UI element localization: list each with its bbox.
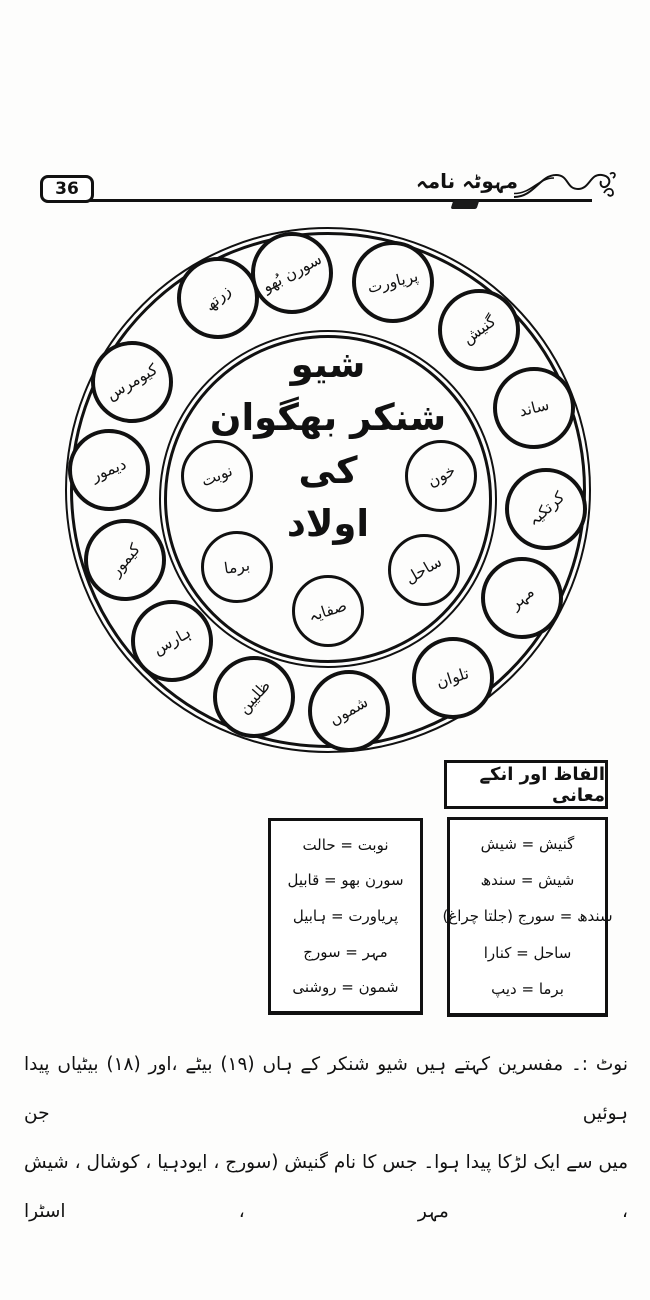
glossary-entry: سندھ = سورج (جلتا چراغ) <box>442 907 613 926</box>
outer-node-label: دیمور <box>89 454 129 486</box>
outer-node <box>308 670 390 752</box>
inner-node <box>405 440 477 512</box>
inner-node-label: ساحل <box>402 552 446 588</box>
outer-node-label: ساند <box>517 395 551 421</box>
inner-node-label: برما <box>222 556 252 578</box>
outer-node <box>481 557 563 639</box>
outer-node-label: کیمور <box>106 540 144 580</box>
outer-node-label: مہر <box>506 582 538 614</box>
title-stamp-icon <box>451 200 480 209</box>
outer-node <box>412 637 494 719</box>
outer-node <box>177 257 259 339</box>
inner-node-label: نوبت <box>198 461 236 491</box>
inner-node <box>181 440 253 512</box>
glossary-entry: شیش = سندھ <box>480 871 575 890</box>
glossary-box-left <box>268 818 423 1015</box>
outer-node <box>84 519 166 601</box>
outer-node <box>131 600 213 682</box>
glossary-entry: گنیش = شیش <box>480 835 575 854</box>
outer-node-label: شموں <box>326 692 372 730</box>
footnote <box>24 1040 628 1236</box>
glossary-heading: الفاظ اور انکے معانی <box>444 760 608 809</box>
footnote-line-2: میں سے ایک لڑکا پیدا ہوا۔ جس کا نام گنیش (سورج ، ایودہیا ، کوشال ، شیش ، مہر ، اسٹرا <box>24 1152 628 1222</box>
center-title-line: شنکر بھگوان <box>209 396 447 439</box>
page-number: 36 <box>40 175 94 203</box>
footnote-line-1: نوٹ :۔ مفسرین کہتے ہیں شیو شنکر کے ہاں (۱۹) بیٹے ،اور (۱۸) بیٹیاں پیدا ہوئیں جن <box>24 1054 628 1124</box>
outer-node <box>493 367 575 449</box>
glossary-entry: سورن بھو = قابیل <box>287 871 404 890</box>
outer-node-label: زرتھ <box>201 281 235 315</box>
outer-node-label: کرتکیہ <box>524 488 568 530</box>
center-title-line: کی <box>298 449 358 492</box>
inner-node <box>388 534 460 606</box>
outer-node-label: پریاورت <box>365 267 421 297</box>
inner-node <box>292 575 364 647</box>
glossary-entry: پریاورت = ہابیل <box>292 906 399 925</box>
outer-node <box>505 468 587 550</box>
glossary-entry: ساحل = کنارا <box>483 943 572 962</box>
glossary-entry: نوبت = حالت <box>302 835 389 854</box>
outer-node <box>91 341 173 423</box>
outer-node-label: تلوان <box>434 664 472 692</box>
inner-node <box>201 531 273 603</box>
inner-node-label: خون <box>423 461 459 491</box>
outer-node-label: ظلیین <box>234 676 274 718</box>
outer-node <box>213 656 295 738</box>
inner-node-label: صفایہ <box>306 596 350 626</box>
glossary-entry: مہر = سورج <box>303 942 388 961</box>
glossary-box-right <box>442 817 613 1017</box>
book-title: مہوٹہ نامہ <box>416 169 518 193</box>
outer-node <box>352 241 434 323</box>
calligraphic-swirl-icon <box>512 166 618 202</box>
glossary-entry: برما = دیپ <box>491 979 564 998</box>
outer-node <box>438 289 520 371</box>
center-title-line: اولاد <box>286 502 370 545</box>
outer-node-label: کیومرس <box>103 360 161 404</box>
outer-node-label: سورن بُھو <box>259 249 325 297</box>
outer-node-label: ہارس <box>150 623 194 659</box>
center-title-line: شیو <box>290 343 366 386</box>
glossary-entry: شمون = روشنی <box>292 978 399 997</box>
outer-node-label: گنیش <box>458 311 500 349</box>
outer-node <box>68 429 150 511</box>
outer-node <box>251 232 333 314</box>
